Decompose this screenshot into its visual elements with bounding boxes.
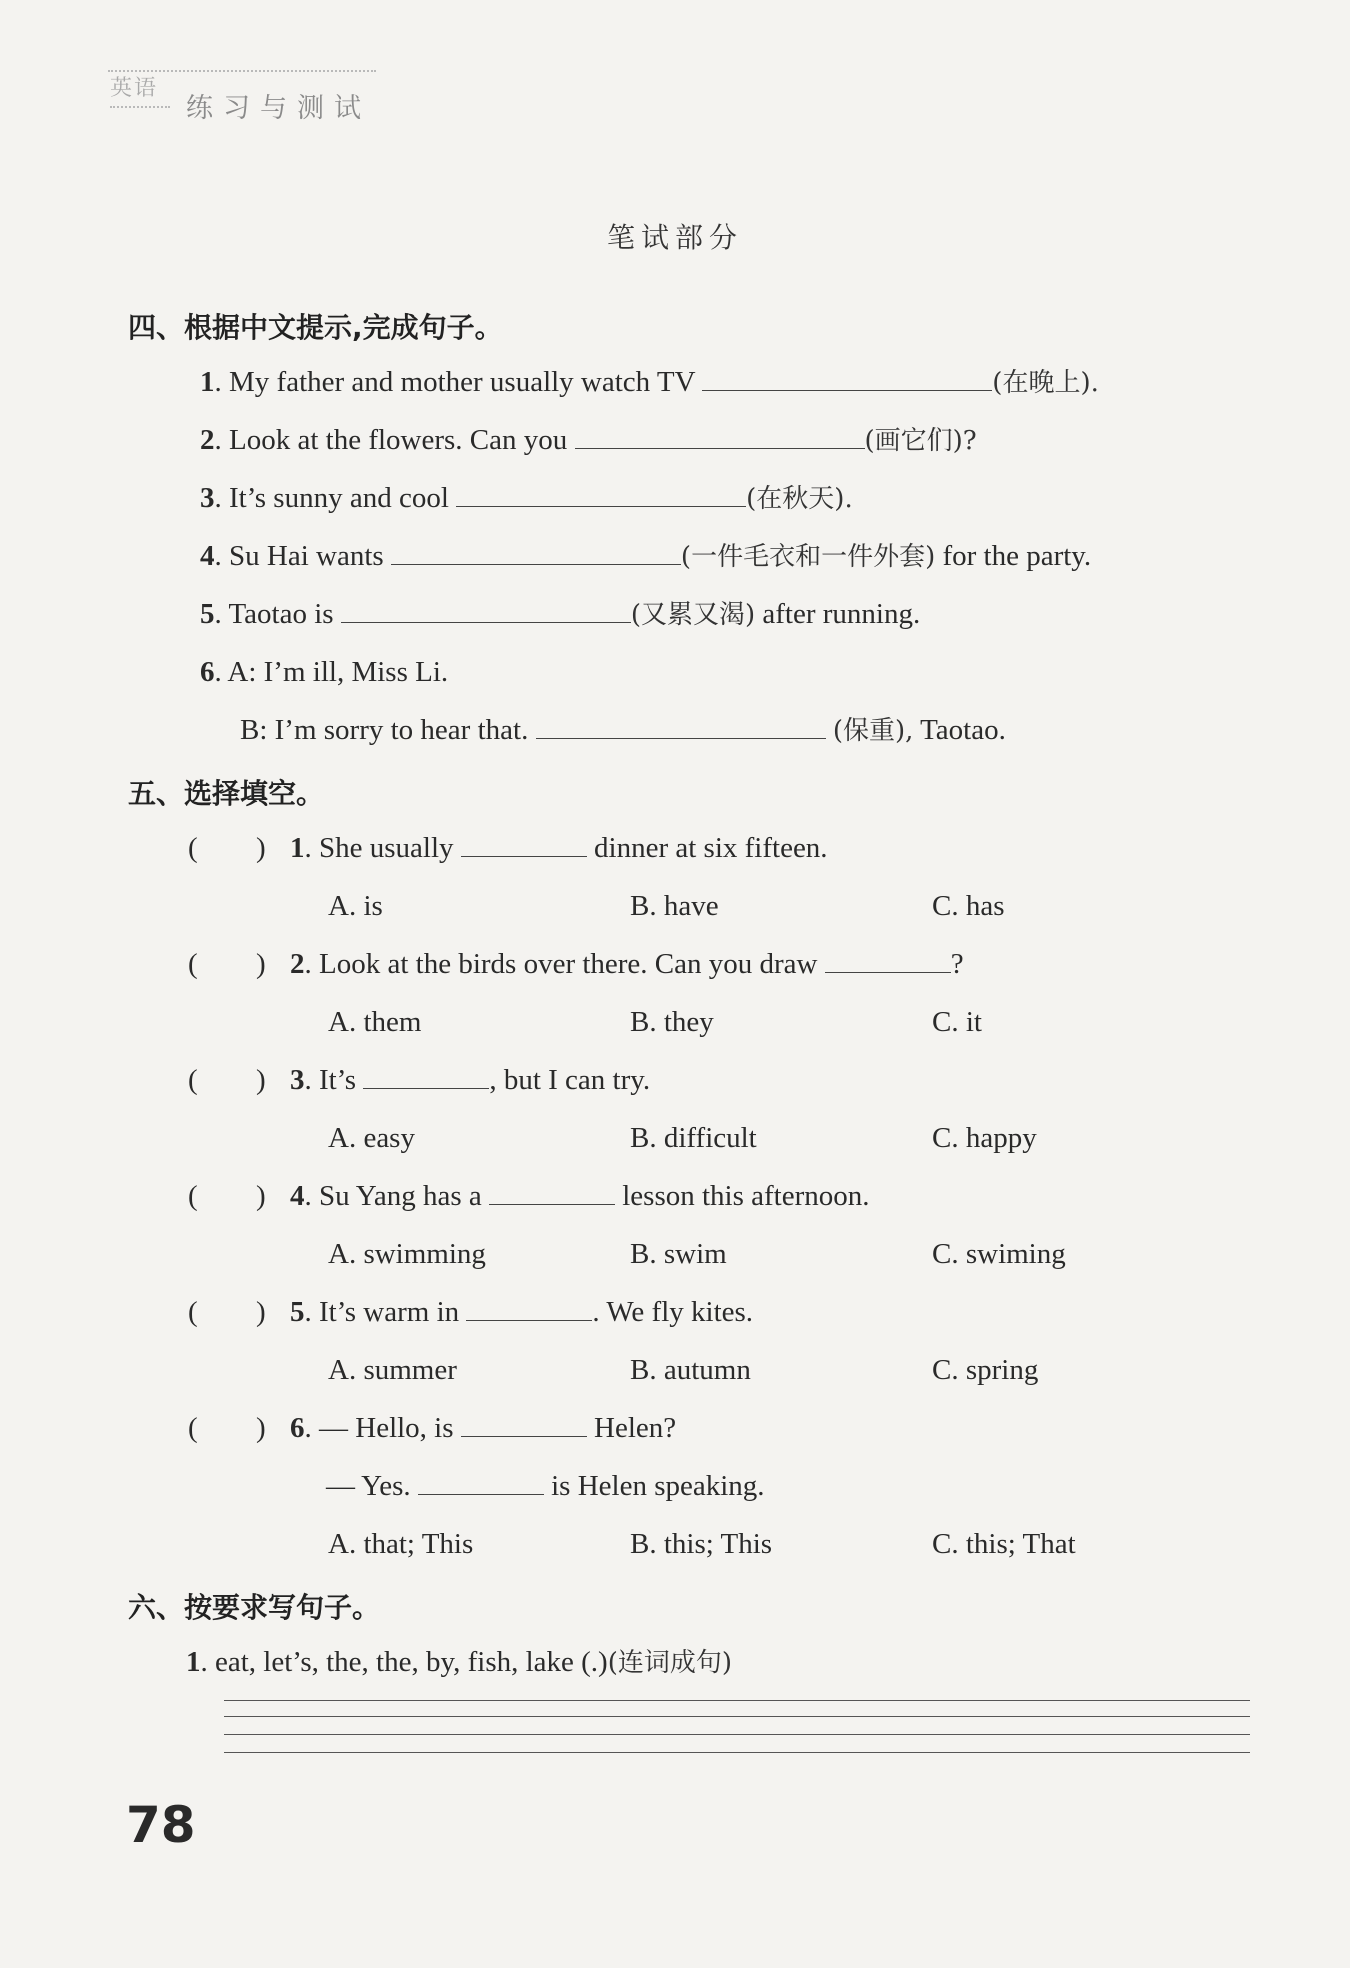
answer-paren-close: ) (256, 832, 266, 864)
sec4-item-1: 1. My father and mother usually watch TV (在晚上). (200, 366, 1099, 398)
option-a[interactable]: A. them (328, 1006, 422, 1038)
answer-paren-close: ) (256, 1180, 266, 1212)
part-title: 笔试部分 (606, 221, 743, 254)
option-a[interactable]: A. is (328, 890, 383, 922)
option-b[interactable]: B. they (630, 1006, 714, 1038)
section-5-title: 五、选择填空。 (128, 777, 325, 810)
sec5-question-2: 2. Look at the birds over there. Can you draw ? (290, 948, 964, 980)
sec4-item-2: 2. Look at the flowers. Can you (画它们)? (200, 424, 977, 456)
answer-blank[interactable] (575, 426, 865, 449)
option-a[interactable]: A. summer (328, 1354, 457, 1386)
option-a[interactable]: A. easy (328, 1122, 415, 1154)
sec4-item-6b: B: I’m sorry to hear that. (保重), Taotao. (240, 714, 1006, 746)
option-c[interactable]: C. spring (932, 1354, 1039, 1386)
page-number: 78 (126, 1796, 196, 1854)
answer-blank[interactable] (702, 368, 992, 391)
sec4-item-6: 6. A: I’m ill, Miss Li. (200, 656, 449, 688)
answer-paren-close: ) (256, 1412, 266, 1444)
answer-paren-close: ) (256, 948, 266, 980)
sec5-question-3: 3. It’s , but I can try. (290, 1064, 651, 1096)
answer-paren-open: ( (188, 1412, 198, 1444)
writing-line[interactable] (224, 1700, 1250, 1701)
option-c[interactable]: C. it (932, 1006, 982, 1038)
section-6-title: 六、按要求写句子。 (128, 1591, 381, 1624)
option-b[interactable]: B. autumn (630, 1354, 751, 1386)
answer-paren-open: ( (188, 1296, 198, 1328)
answer-blank[interactable] (461, 1414, 587, 1437)
sec5-question-4: 4. Su Yang has a lesson this afternoon. (290, 1180, 870, 1212)
sec6-item-1: 1. eat, let’s, the, the, by, fish, lake (.)(连词成句) (186, 1646, 733, 1678)
answer-paren-open: ( (188, 1180, 198, 1212)
sec5-question-1: 1. She usually dinner at six fifteen. (290, 832, 828, 864)
answer-blank[interactable] (341, 600, 631, 623)
option-b[interactable]: B. have (630, 890, 719, 922)
option-b[interactable]: B. difficult (630, 1122, 757, 1154)
option-b[interactable]: B. this; This (630, 1528, 773, 1560)
answer-blank[interactable] (418, 1472, 544, 1495)
answer-paren-close: ) (256, 1296, 266, 1328)
option-c[interactable]: C. has (932, 890, 1005, 922)
answer-blank[interactable] (489, 1182, 615, 1205)
answer-blank[interactable] (461, 834, 587, 857)
answer-blank[interactable] (391, 542, 681, 565)
answer-paren-open: ( (188, 948, 198, 980)
answer-paren-open: ( (188, 1064, 198, 1096)
option-c[interactable]: C. swiming (932, 1238, 1066, 1270)
answer-blank[interactable] (825, 950, 951, 973)
option-c[interactable]: C. this; That (932, 1528, 1076, 1560)
option-c[interactable]: C. happy (932, 1122, 1037, 1154)
answer-blank[interactable] (456, 484, 746, 507)
option-a[interactable]: A. that; This (328, 1528, 474, 1560)
sec4-item-5: 5. Taotao is (又累又渴) after running. (200, 598, 921, 630)
answer-paren-open: ( (188, 832, 198, 864)
sec5-question-6: 6. — Hello, is Helen? (290, 1412, 677, 1444)
answer-blank[interactable] (466, 1298, 592, 1321)
writing-line[interactable] (224, 1716, 1250, 1717)
sec5-question-6-line2: — Yes. is Helen speaking. (326, 1470, 765, 1502)
header-book-title: 练习与测试 (186, 93, 371, 124)
sec5-question-5: 5. It’s warm in . We fly kites. (290, 1296, 754, 1328)
option-b[interactable]: B. swim (630, 1238, 727, 1270)
writing-line[interactable] (224, 1734, 1250, 1735)
answer-blank[interactable] (363, 1066, 489, 1089)
sec4-item-4: 4. Su Hai wants (一件毛衣和一件外套) for the party. (200, 540, 1092, 572)
answer-paren-close: ) (256, 1064, 266, 1096)
writing-line[interactable] (224, 1752, 1250, 1753)
answer-blank[interactable] (536, 716, 826, 739)
section-4-title: 四、根据中文提示,完成句子。 (128, 311, 503, 344)
sec4-item-3: 3. It’s sunny and cool (在秋天). (200, 482, 853, 514)
header-subject: 英语 (110, 72, 170, 108)
option-a[interactable]: A. swimming (328, 1238, 486, 1270)
